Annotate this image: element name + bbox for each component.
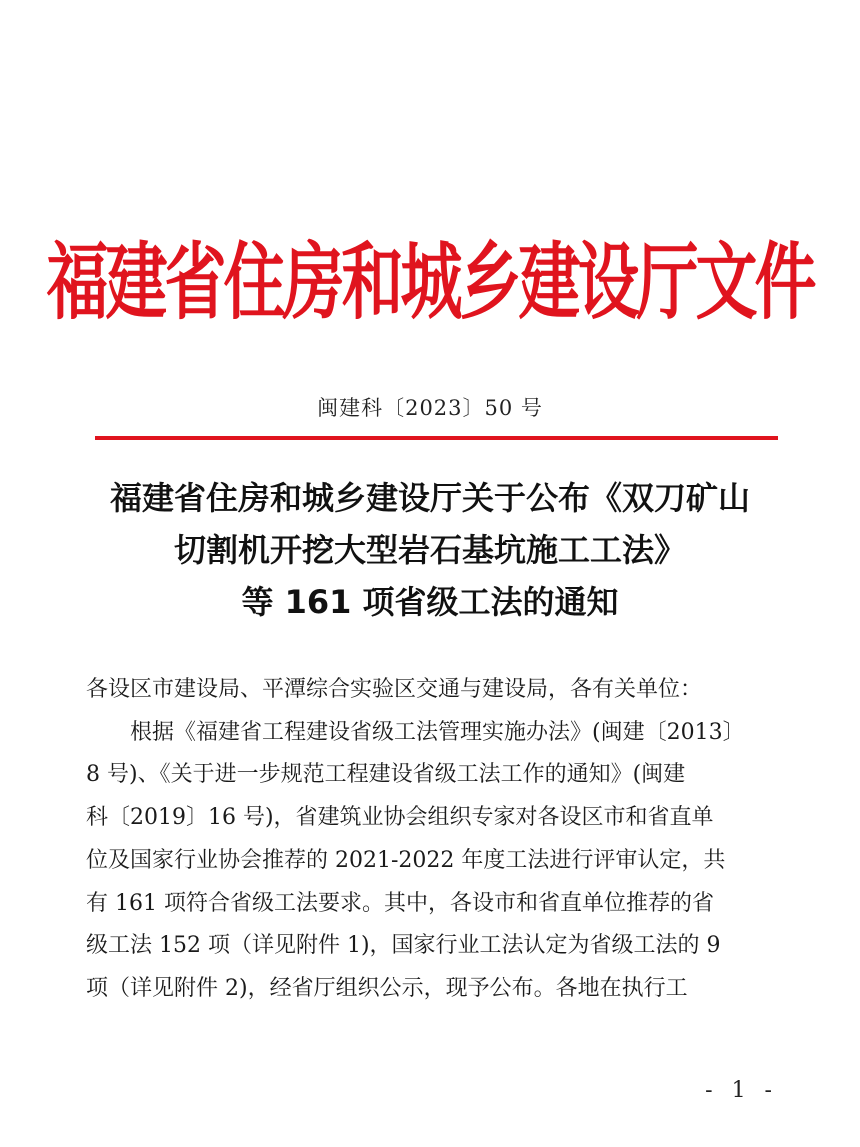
salutation: 各设区市建设局、平潭综合实验区交通与建设局，各有关单位： [86, 677, 703, 702]
body-line: 根据《福建省工程建设省级工法管理实施办法》(闽建〔2013〕 [130, 719, 745, 745]
title-line-1: 福建省住房和城乡建设厅关于公布《双刀矿山 [109, 479, 750, 517]
document-title [60, 472, 800, 628]
title-line-3: 等 161 项省级工法的通知 [241, 583, 619, 621]
body-line: 科〔2019〕16 号)，省建筑业协会组织专家对各设区市和省直单 [86, 805, 714, 831]
body-line: 级工法 152 项（详见附件 1)，国家行业工法认定为省级工法的 9 [86, 933, 721, 959]
page-number: - 1 - [705, 1078, 778, 1103]
document-body [86, 669, 786, 1011]
body-line: 有 161 项符合省级工法要求。其中，各设市和省直单位推荐的省 [86, 890, 714, 916]
title-line-2: 切割机开挖大型岩石基坑施工工法》 [173, 531, 686, 569]
body-line: 8 号)、《关于进一步规范工程建设省级工法工作的通知》(闽建 [86, 762, 686, 788]
body-line: 项（详见附件 2)，经省厅组织公示，现予公布。各地在执行工 [86, 975, 688, 1001]
red-divider-rule [95, 436, 778, 440]
document-number: 闽建科〔2023〕50 号 [317, 396, 543, 420]
document-masthead: 福建省住房和城乡建设厅文件 [46, 232, 814, 332]
body-line: 位及国家行业协会推荐的 2021-2022 年度工法进行评审认定，共 [86, 847, 726, 873]
